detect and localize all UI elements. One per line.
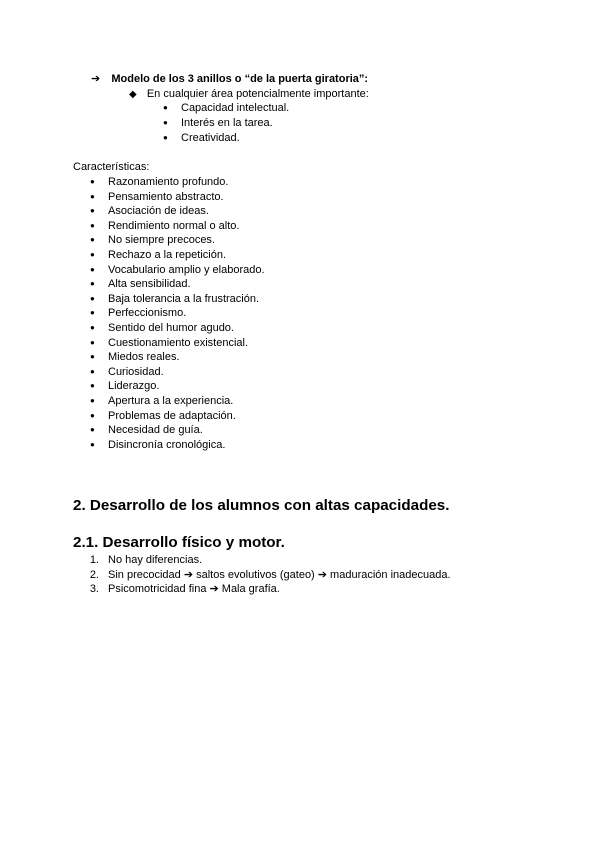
list-item-text: Capacidad intelectual.: [181, 102, 290, 114]
list-item-text: Pensamiento abstracto.: [108, 190, 224, 203]
bullet-icon: ●: [163, 133, 168, 142]
bullet-icon: ●: [90, 352, 95, 362]
numbered-item-text: [108, 582, 280, 597]
arrow-icon: ➔: [317, 568, 327, 581]
bullet-icon: ●: [90, 323, 95, 332]
text-segment: saltos evolutivos (gateo): [193, 568, 318, 581]
text-segment: No hay diferencias.: [108, 554, 203, 566]
bullet-icon: ●: [90, 293, 95, 303]
bullet-icon: ●: [90, 439, 95, 449]
bullet-icon: ●: [90, 279, 95, 289]
bullet-icon: ●: [90, 396, 95, 405]
bullet-icon: ●: [90, 337, 95, 347]
bullet-icon: ●: [90, 177, 95, 186]
bullet-icon: ●: [90, 264, 95, 274]
list-item-text: Cuestionamiento existencial.: [108, 336, 249, 349]
characteristics-label: Características:: [73, 161, 150, 173]
list-item-text: Necesidad de guía.: [108, 424, 203, 437]
arrow-icon: ➔: [91, 73, 101, 85]
list-item-text: Problemas de adaptación.: [108, 409, 236, 422]
list-item-text: Sentido del humor agudo.: [108, 322, 234, 334]
list-item-text: Curiosidad.: [108, 365, 164, 378]
list-item-text: Baja tolerancia a la frustración.: [108, 292, 260, 305]
list-item-text: Apertura a la experiencia.: [108, 395, 234, 407]
list-item-text: Asociación de ideas.: [108, 205, 209, 218]
list-item-text: Rendimiento normal o alto.: [108, 219, 240, 232]
list-item-text: Interés en la tarea.: [181, 117, 273, 129]
section-heading: 2. Desarrollo de los alumnos con altas capacidades.: [73, 497, 450, 514]
numbered-item-text: [108, 553, 202, 568]
bullet-icon: ●: [90, 366, 95, 376]
list-item-text: Alta sensibilidad.: [108, 278, 191, 291]
list-item-text: No siempre precoces.: [108, 234, 215, 247]
bullet-icon: ●: [163, 118, 168, 127]
list-item-text: Vocabulario amplio y elaborado.: [108, 263, 265, 276]
model-title: Modelo de los 3 anillos o “de la puerta giratoria”:: [111, 73, 369, 85]
list-item-text: Rechazo a la repetición.: [108, 249, 227, 261]
model-sub-text: En cualquier área potencialmente importante:: [146, 88, 369, 100]
arrow-icon: ➔: [183, 568, 194, 581]
item-number: 1.: [89, 554, 99, 566]
list-item-text: Razonamiento profundo.: [108, 176, 229, 188]
bullet-icon: ●: [90, 206, 95, 216]
bullet-icon: ●: [90, 381, 95, 391]
bullet-icon: ●: [90, 308, 95, 318]
list-item-text: Miedos reales.: [108, 351, 180, 364]
bullet-icon: ●: [90, 410, 95, 420]
diamond-icon: ◆: [129, 89, 137, 100]
text-segment: Psicomotricidad fina: [108, 583, 210, 596]
list-item-text: Disincronía cronológica.: [108, 438, 226, 451]
text-segment: maduración inadecuada.: [327, 568, 451, 581]
numbered-item-text: [108, 568, 451, 583]
list-item-text: Creatividad.: [181, 132, 240, 144]
bullet-icon: ●: [90, 220, 95, 230]
subsection-heading: 2.1. Desarrollo físico y motor.: [73, 534, 285, 551]
list-item-text: Perfeccionismo.: [108, 307, 187, 320]
item-number: 3.: [89, 583, 99, 596]
model-heading: [91, 72, 368, 87]
bullet-icon: ●: [90, 191, 95, 201]
bullet-icon: ●: [90, 235, 95, 245]
arrow-icon: ➔: [209, 583, 219, 596]
text-segment: Mala grafía.: [218, 583, 280, 596]
list-item-text: Liderazgo.: [108, 380, 160, 393]
text-segment: Sin precocidad: [108, 568, 184, 581]
bullet-icon: ●: [90, 250, 95, 259]
item-number: 2.: [89, 568, 99, 581]
bullet-icon: ●: [90, 425, 95, 435]
bullet-icon: ●: [163, 103, 168, 112]
